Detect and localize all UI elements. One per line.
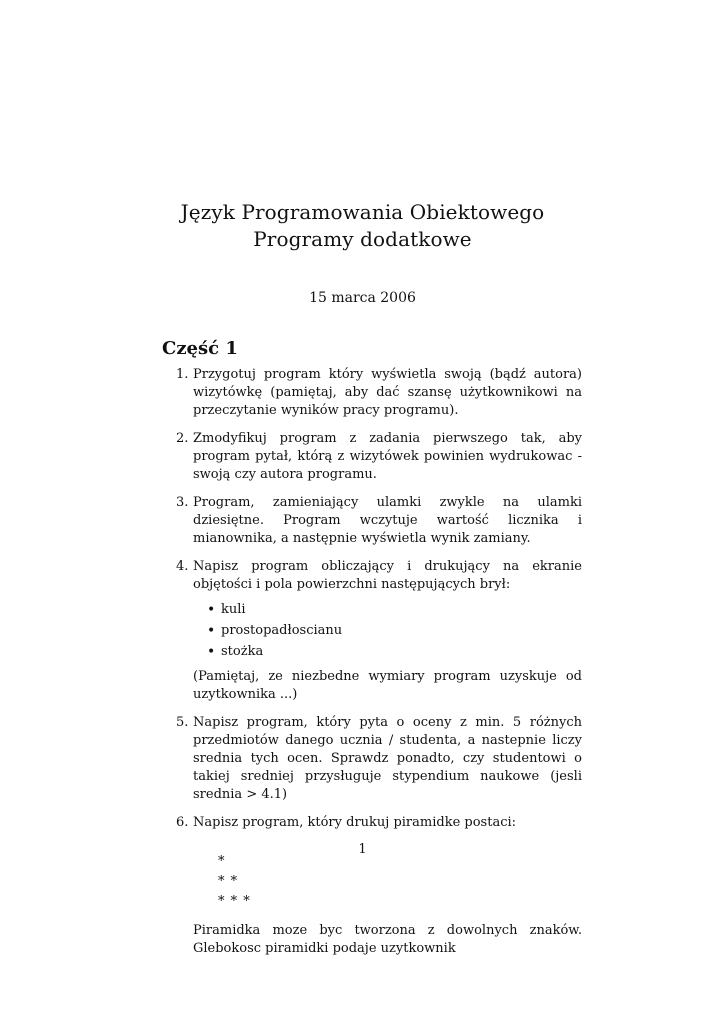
document-title-line-1: Język Programowania Obiektowego [180, 200, 545, 224]
exercise-item-3 [162, 494, 582, 548]
exercise-item-1 [162, 366, 582, 420]
exercise-number: 1. [176, 367, 189, 382]
solid-list [193, 601, 582, 661]
exercise-text: Napisz program, który drukuj piramidke postaci: [193, 815, 517, 830]
bullet-icon: • [207, 623, 216, 639]
exercise-text: Przygotuj program który wyświetla swoją (bądź autora) wizytówkę (pamiętaj, aby dać szansę użytkownikowi na przeczytanie wyników pracy programu). [193, 367, 582, 418]
exercise-number: 3. [176, 495, 189, 510]
exercise-number: 6. [176, 815, 189, 830]
bullet-icon: • [207, 644, 216, 660]
exercise-item-5 [162, 714, 582, 804]
exercise-note: (Pamiętaj, ze niezbedne wymiary program uzyskuje od uzytkownika ...) [193, 669, 582, 702]
exercise-item-2 [162, 430, 582, 484]
document-date: 15 marca 2006 [309, 290, 416, 306]
exercise-text: Program, zamieniający ulamki zwykle na ulamki dziesiętne. Program wczytuje wartość licznika i mianownika, a następnie wyświetla wynik zamiany. [193, 495, 582, 546]
exercise-note: Piramidka moze byc tworzona z dowolnych znaków. Glebokosc piramidki podaje uzytkownik [193, 923, 582, 956]
page-number: 1 [358, 842, 367, 857]
list-item-label: stożka [221, 644, 264, 659]
exercise-item-6 [162, 814, 582, 958]
section-heading: Część 1 [162, 338, 238, 359]
list-item-label: prostopadłoscianu [221, 623, 343, 638]
exercise-number: 2. [176, 431, 189, 446]
exercise-text: Zmodyfikuj program z zadania pierwszego tak, aby program pytał, którą z wizytówek powinien wydrukowac - swoją czy autora programu. [193, 431, 582, 482]
document-title-line-2: Programy dodatkowe [253, 227, 472, 251]
list-item [207, 622, 582, 640]
list-item [207, 601, 582, 619]
pyramid-line: * [218, 854, 226, 869]
exercise-item-4 [162, 558, 582, 704]
pyramid-line: * * * [218, 894, 251, 909]
pyramid-line: * * [218, 874, 239, 889]
bullet-icon: • [207, 602, 216, 618]
exercise-text: Napisz program obliczający i drukujący na ekranie objętości i pola powierzchni następujących brył: [193, 559, 582, 592]
exercise-number: 5. [176, 715, 189, 730]
exercise-text: Napisz program, który pyta o oceny z min. 5 różnych przedmiotów danego ucznia / studenta, a nastepnie liczy srednia tych ocen. Sprawdz ponadto, czy studentowi o takiej sredniej przysługuje stypendium naukowe (jesli srednia > 4.1) [193, 715, 582, 802]
exercise-number: 4. [176, 559, 189, 574]
list-item-label: kuli [221, 602, 246, 617]
pyramid-example [218, 852, 582, 912]
exercise-list [162, 366, 582, 968]
list-item [207, 643, 582, 661]
